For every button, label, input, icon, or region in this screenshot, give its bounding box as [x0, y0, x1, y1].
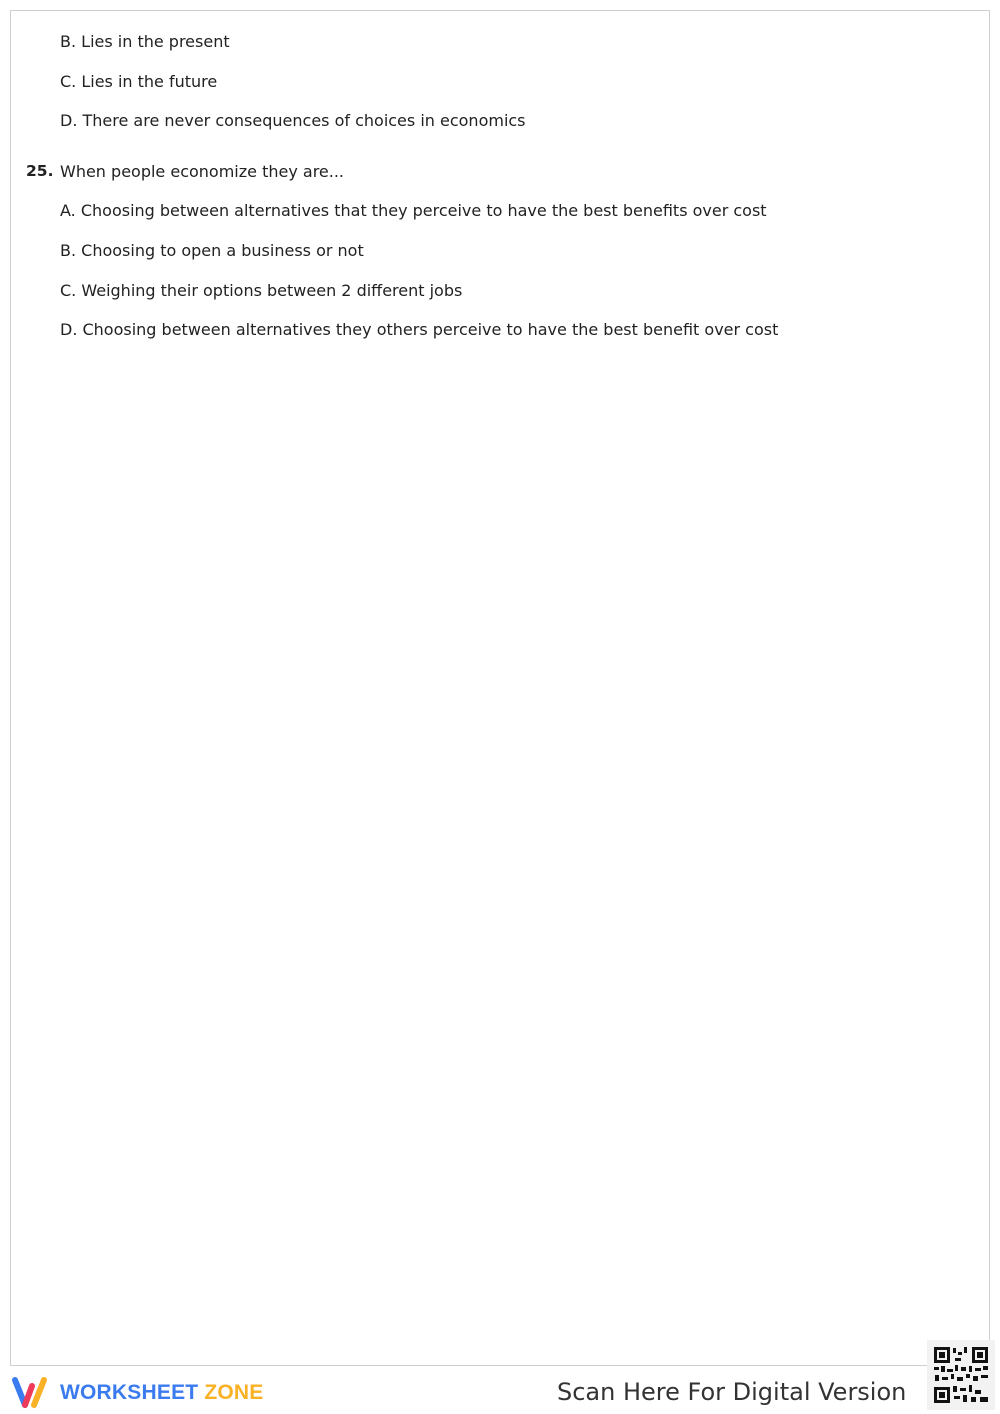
scan-caption: Scan Here For Digital Version [557, 1378, 907, 1406]
logo-w-icon [10, 1376, 50, 1410]
qr-code-icon [927, 1340, 995, 1410]
answer-option: C. Weighing their options between 2 different jobs [60, 281, 463, 300]
logo-word-zone: ZONE [204, 1381, 264, 1404]
logo-word-worksheet: WORKSHEET [60, 1381, 199, 1404]
question-text: When people economize they are... [60, 162, 345, 181]
answer-option: C. Lies in the future [60, 72, 218, 91]
answer-option: A. Choosing between alternatives that they perceive to have the best benefits over cost [60, 201, 767, 220]
answer-option: B. Choosing to open a business or not [60, 241, 364, 260]
answer-option: D. There are never consequences of choices in economics [60, 111, 526, 130]
question-number: 25. [26, 162, 54, 180]
answer-option: B. Lies in the present [60, 32, 230, 51]
answer-option: D. Choosing between alternatives they others perceive to have the best benefit over cost [60, 320, 779, 339]
worksheetzone-logo [10, 1376, 264, 1410]
